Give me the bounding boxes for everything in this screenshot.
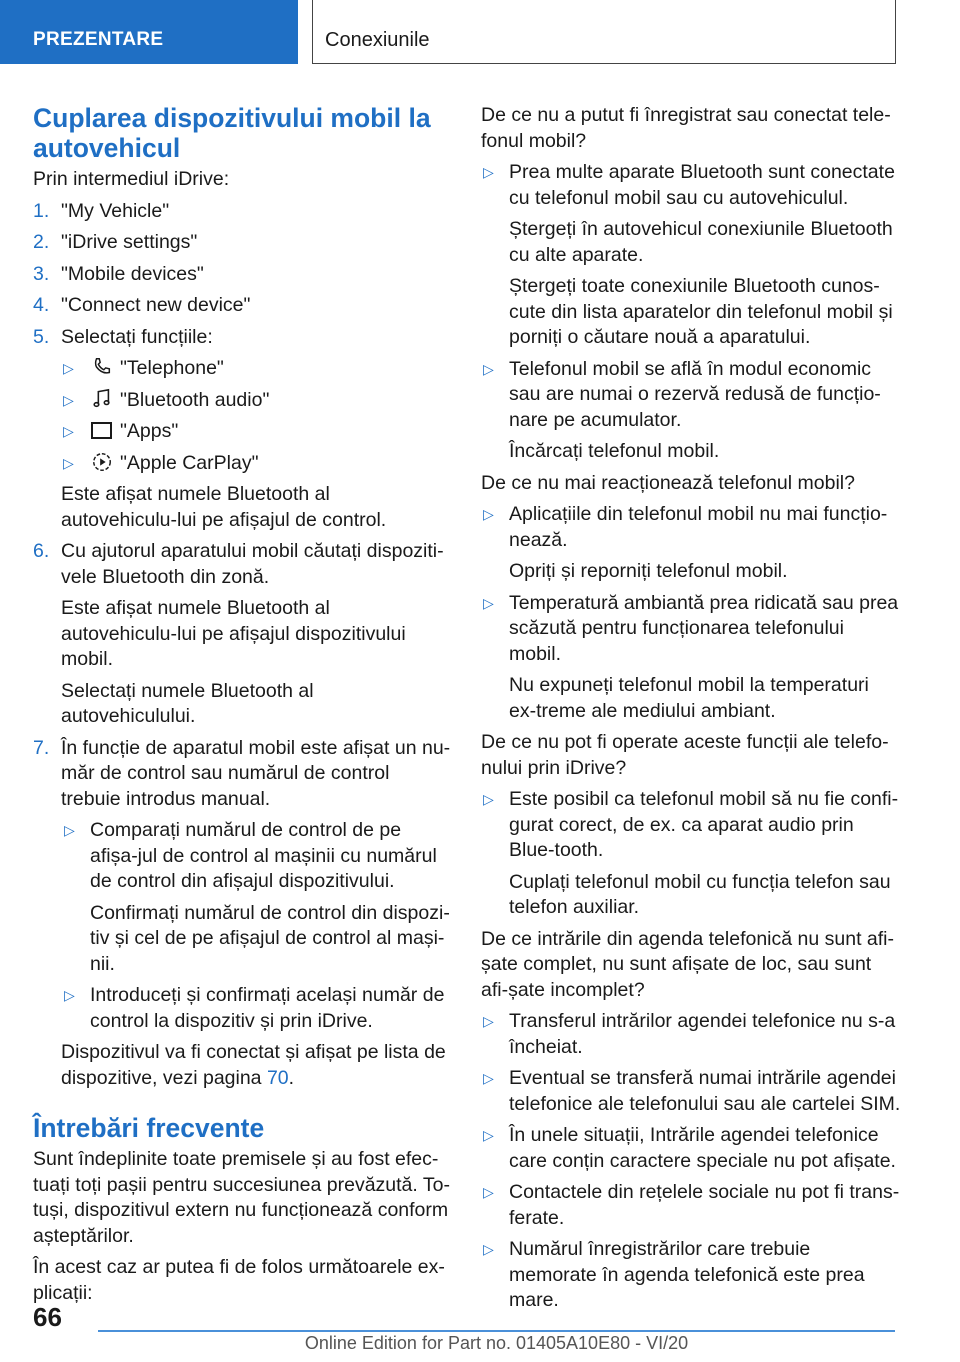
triangle-bullet-icon: ▷ — [483, 791, 494, 807]
apps-square-icon — [91, 422, 112, 439]
faq-answer: ▷ Prea multe aparate Bluetooth sunt conectate cu telefonul mobil sau cu autovehiculul. — [483, 161, 895, 209]
triangle-bullet-icon: ▷ — [63, 454, 74, 471]
faq-question: De ce nu a putut fi înregistrat sau conectat tele-fonul mobil? — [481, 104, 891, 152]
faq-note: Încărcați telefonul mobil. — [509, 440, 720, 462]
faq-answer: ▷ Este posibil ca telefonul mobil să nu fie confi-gurat corect, de ex. ca aparat audio prin Blue-tooth. — [483, 788, 899, 861]
faq-note: Cuplați telefonul mobil cu funcția telefon sau telefon auxiliar. — [509, 870, 891, 918]
faq-answer: ▷ Transferul intrărilor agendei telefonice nu s-a încheiat. — [483, 1010, 896, 1058]
function-item: ▷ "Bluetooth audio" — [61, 388, 451, 414]
step-item: 7. În funcție de aparatul mobil este afișat un nu-măr de control sau numărul de control trebuie introdus manual. — [33, 736, 451, 810]
triangle-bullet-icon: ▷ — [63, 391, 74, 408]
faq-question: De ce intrările din agenda telefonică nu sunt afi-șate complet, nu sunt afișate de loc, sau sunt afi-șate incomplet? — [481, 927, 895, 1001]
triangle-bullet-icon: ▷ — [64, 987, 75, 1003]
triangle-bullet-icon: ▷ — [483, 1184, 494, 1200]
footer-edition: Online Edition for Part no. 01405A10E80 - VI/20 — [304, 1333, 689, 1353]
function-item: ▷ "Apple CarPlay" — [61, 451, 451, 477]
faq-question: De ce nu pot fi operate aceste funcții ale telefo-nului prin iDrive? — [481, 731, 889, 779]
page-link[interactable]: 70 — [266, 1066, 289, 1089]
final-note: Dispozitivul va fi conectat și afișat pe lista de dispozitive, vezi pagina 70. — [61, 1041, 446, 1089]
phone-icon — [91, 356, 113, 378]
step-item: 1. "My Vehicle" — [33, 199, 170, 222]
faq-answer: ▷ Temperatură ambiantă prea ridicată sau prea scăzută pentru funcționarea telefonului mobil. — [483, 591, 899, 665]
step-item: 4. "Connect new device" — [33, 294, 251, 316]
triangle-bullet-icon: ▷ — [483, 1127, 494, 1143]
function-item: ▷ "Telephone" — [61, 356, 451, 382]
triangle-bullet-icon: ▷ — [483, 1013, 494, 1029]
triangle-bullet-icon: ▷ — [63, 423, 74, 439]
faq-question: De ce nu mai reacționează telefonul mobil? — [481, 471, 855, 494]
faq-answer: ▷ Eventual se transferă numai intrările agendei telefonice ale telefonului sau ale cartelei SIM. — [483, 1067, 901, 1115]
triangle-bullet-icon: ▷ — [483, 1070, 494, 1086]
footer-divider — [98, 1330, 895, 1332]
triangle-bullet-icon: ▷ — [483, 360, 494, 377]
left-column — [33, 103, 451, 1312]
bullet-note: Confirmați numărul de control din dispozi-tiv și cel de pe afișajul de control al mași-nii. — [90, 901, 450, 975]
intro-text: Prin intermediul iDrive: — [33, 168, 230, 190]
step-note: Este afișat numele Bluetooth al autovehiculu-lui pe afișajul dispozitivului mobil. — [61, 597, 406, 670]
step-note: Selectați numele Bluetooth al autovehiculului. — [61, 679, 314, 727]
triangle-bullet-icon: ▷ — [63, 360, 74, 376]
bullet-item: ▷ Comparați numărul de control de pe afișa-jul de control al mașinii cu numărul de control din afișajul dispozitivului. — [64, 819, 437, 892]
faq-answer: ▷ Telefonul mobil se află în modul economic sau are numai o rezervă redusă de funcțio-nare pe acumulator. — [483, 357, 881, 431]
bullet-item: ▷ Introduceți și confirmați același număr de control la dispozitiv și prin iDrive. — [64, 984, 445, 1032]
faq-note: Ștergeți în autovehicul conexiunile Bluetooth cu alte aparate. — [509, 218, 893, 266]
right-column — [481, 103, 901, 1320]
faq-note: Nu expuneți telefonul mobil la temperaturi ex-treme ale mediului ambiant. — [509, 674, 869, 722]
triangle-bullet-icon: ▷ — [483, 164, 494, 180]
page-number: 66 — [33, 1302, 62, 1332]
faq-note: Ștergeți toate conexiunile Bluetooth cunos-cute din lista aparatelor din telefonul mobil și porniți o căutare nouă a aparatului. — [509, 275, 893, 348]
carplay-icon — [91, 451, 113, 473]
function-item: ▷ "Apps" — [61, 419, 451, 445]
section-heading-faq: Întrebări frecvente — [33, 1113, 265, 1143]
faq-intro: În acest caz ar putea fi de folos următoarele ex-plicații: — [33, 1256, 445, 1304]
triangle-bullet-icon: ▷ — [483, 506, 494, 522]
triangle-bullet-icon: ▷ — [64, 822, 75, 838]
faq-note: Opriți și reporniți telefonul mobil. — [509, 560, 788, 582]
faq-answer: ▷ Contactele din rețelele sociale nu pot fi trans-ferate. — [483, 1181, 900, 1229]
faq-answer: ▷ Aplicațiile din telefonul mobil nu mai funcțio-nează. — [483, 503, 888, 551]
step-item: 3. "Mobile devices" — [33, 262, 204, 285]
triangle-bullet-icon: ▷ — [483, 594, 494, 611]
step-item: 5. Selectați funcțiile: — [33, 325, 213, 348]
section-tab: PREZENTARE — [0, 0, 298, 64]
step-note: Este afișat numele Bluetooth al autovehiculu-lui pe afișajul de control. — [61, 483, 387, 531]
faq-answer: ▷ În unele situații, Intrările agendei telefonice care conțin caractere speciale nu pot afișate. — [483, 1124, 896, 1172]
step-item: 2. "iDrive settings" — [33, 231, 198, 253]
chapter-title: Conexiunile — [312, 0, 896, 64]
step-item: 6. Cu ajutorul aparatului mobil căutați dispoziti-vele Bluetooth din zonă. — [33, 540, 444, 588]
section-heading-pairing: Cuplarea dispozitivului mobil la autovehicul — [33, 103, 431, 163]
triangle-bullet-icon: ▷ — [483, 1241, 494, 1257]
music-note-icon — [91, 388, 113, 410]
faq-answer: ▷ Numărul înregistrărilor care trebuie memorate în agenda telefonică este prea mare. — [483, 1238, 865, 1311]
faq-intro: Sunt îndeplinite toate premisele și au fost efec-tuați toți pașii pentru succesiunea prevăzută. To-tuși, dispozitivul extern nu funcționează conform așteptărilor. — [33, 1148, 450, 1247]
